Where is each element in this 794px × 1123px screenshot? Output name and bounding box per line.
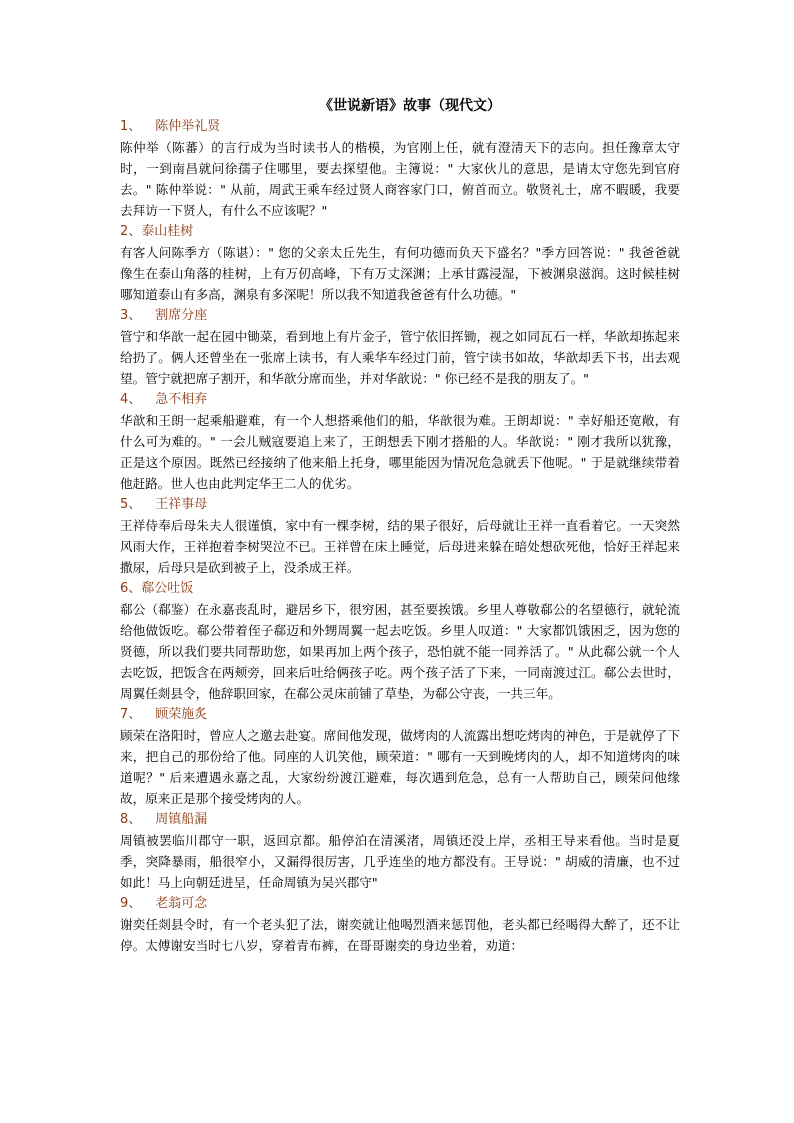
story-text: 谢奕任剡县令时，有一个老头犯了法，谢奕就让他喝烈酒来惩罚他，老头都已经喝得大醉了，还不让停。太傅谢安当时七八岁，穿着青布裤，在哥哥谢奕的身边坐着，劝道：: [120, 917, 680, 953]
story-heading: [120, 305, 680, 326]
story-heading: [120, 389, 680, 410]
story-heading: [120, 893, 680, 914]
story-number: 8、: [120, 812, 142, 827]
story-title: 急不相弃: [155, 392, 208, 407]
document-page: [120, 96, 680, 956]
story-text: 有客人问陈季方（陈谌）：" 您的父亲太丘先生，有何功德而负天下盛名？"季方回答说：" 我爸爸就像生在泰山角落的桂树，上有万仞高峰，下有万丈深渊；上承甘露浸湿，下被渊泉滋润。这时候桂树哪知道泰山有多高，渊泉有多深呢！所以我不知道我爸爸有什么功德。": [120, 245, 680, 302]
story-text: 周镇被罢临川郡守一职，返回京都。船停泊在清溪渚，周镇还没上岸，丞相王导来看他。当时是夏季，突降暴雨，船很窄小，又漏得很厉害，几乎连坐的地方都没有。王导说：" 胡威的清廉，也不过如此！马上向朝廷进呈，任命周镇为吴兴郡守": [120, 833, 680, 890]
story-heading: [120, 221, 680, 242]
story-number: 5、: [120, 497, 142, 512]
story-heading: [120, 494, 680, 515]
story-number: 2、: [120, 224, 142, 239]
story-text: 顾荣在洛阳时，曾应人之邀去赴宴。席间他发现，做烤肉的人流露出想吃烤肉的神色，于是就停了下来，把自己的那份给了他。同座的人讥笑他，顾荣道：" 哪有一天到晚烤肉的人，却不知道烤肉的味道呢？" 后来遭遇永嘉之乱，大家纷纷渡江避难，每次遇到危急，总有一人帮助自己，顾荣问他缘故，原来正是那个接受烤肉的人。: [120, 728, 680, 806]
story-number: 6、: [120, 581, 142, 596]
story-heading: [120, 809, 680, 830]
document-title: 《世说新语》故事（现代文）: [319, 98, 501, 114]
story-title: 老翁可念: [155, 896, 208, 911]
story-text: 王祥侍奉后母朱夫人很谨慎，家中有一棵李树，结的果子很好，后母就让王祥一直看着它。一天突然风雨大作，王祥抱着李树哭泣不已。王祥曾在床上睡觉，后母进来躲在暗处想砍死他，恰好王祥起来撒尿，后母只是砍到被子上，没杀成王祥。: [120, 518, 680, 575]
story-text: 陈仲举（陈蕃）的言行成为当时读书人的楷模，为官刚上任，就有澄清天下的志向。担任豫章太守时，一到南昌就问徐孺子住哪里，要去探望他。主簿说：" 大家伙儿的意思，是请太守您先到官府去。" 陈仲举说：" 从前，周武王乘车经过贤人商容家门口，俯首而立。敬贤礼士，席不暇暖，我要去拜访一下贤人，有什么不应该呢？": [120, 140, 680, 218]
story-title: 周镇船漏: [155, 812, 208, 827]
story-heading: [120, 116, 680, 137]
story-title: 陈仲举礼贤: [155, 119, 221, 134]
story-number: 4、: [120, 392, 142, 407]
story-text: 郗公（郗鉴）在永嘉丧乱时，避居乡下，很穷困，甚至要挨饿。乡里人尊敬郗公的名望德行，就轮流给他做饭吃。郗公带着侄子郗迈和外甥周翼一起去吃饭。乡里人叹道：" 大家都饥饿困乏，因为您的贤德，所以我们要共同帮助您，如果再加上两个孩子，恐怕就不能一同养活了。" 从此郗公就一个人去吃饭，把饭含在两颊旁，回来后吐给俩孩子吃。两个孩子活了下来，一同南渡过江。郗公去世时，周翼任剡县令，他辞职回家，在郗公灵床前铺了草垫，为郗公守丧，一共三年。: [120, 602, 680, 701]
story-title: 王祥事母: [155, 497, 208, 512]
story-heading: [120, 578, 680, 599]
story-heading: [120, 704, 680, 725]
story-number: 9、: [120, 896, 142, 911]
story-title: 割席分座: [155, 308, 208, 323]
story-title: 泰山桂树: [141, 224, 194, 239]
story-number: 1、: [120, 119, 142, 134]
story-text: 华歆和王朗一起乘船避难，有一个人想搭乘他们的船，华歆很为难。王朗却说：" 幸好船还宽敞，有什么可为难的。" 一会儿贼寇要追上来了，王朗想丢下刚才搭船的人。华歆说：" 刚才我所以犹豫，正是这个原因。既然已经接纳了他来船上托身，哪里能因为情况危急就丢下他呢。" 于是就继续带着他赶路。世人也由此判定华王二人的优劣。: [120, 413, 680, 491]
story-number: 3、: [120, 308, 142, 323]
story-text: 管宁和华歆一起在园中锄菜，看到地上有片金子，管宁依旧挥锄，视之如同瓦石一样，华歆却拣起来给扔了。俩人还曾坐在一张席上读书，有人乘华车经过门前，管宁读书如故，华歆却丢下书，出去观望。管宁就把席子割开，和华歆分席而坐，并对华歆说：" 你已经不是我的朋友了。": [120, 329, 680, 386]
story-title: 顾荣施炙: [155, 707, 208, 722]
story-number: 7、: [120, 707, 142, 722]
story-title: 郗公吐饭: [141, 581, 194, 596]
story-list: [120, 116, 680, 956]
